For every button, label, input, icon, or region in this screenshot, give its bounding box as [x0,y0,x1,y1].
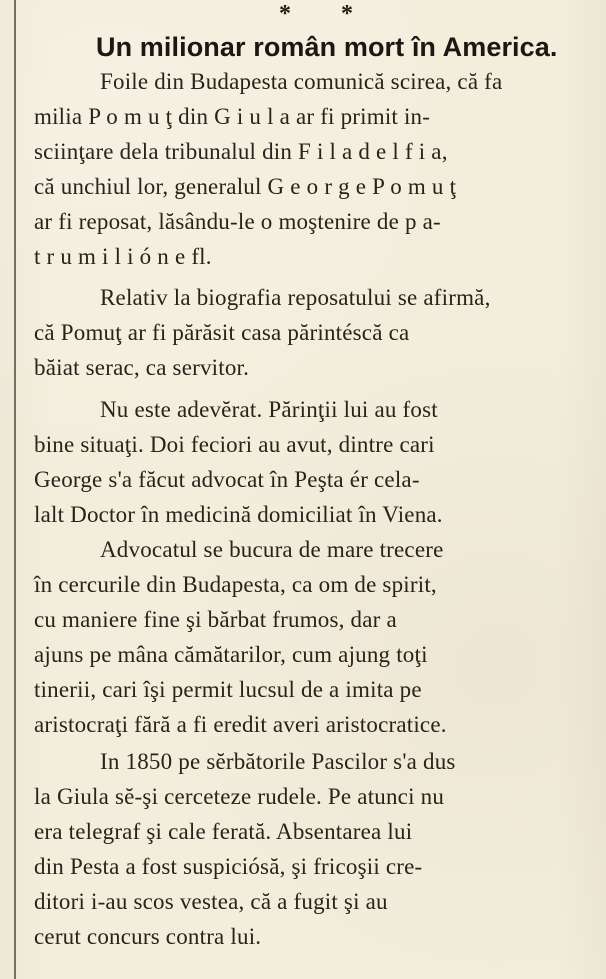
text-line: că unchiul lor, generalul G e o r g e P o m u ţ [34,174,457,199]
text-line: bine situaţi. Doi feciori au avut, dintre cari [34,432,435,457]
text-line: în cercurile din Budapesta, ca om de spirit, [34,572,437,597]
text-line: t r u m i l i ó n e fl. [34,244,212,269]
text-line: cerut concurs contra lui. [34,924,262,949]
paragraph-1 [34,64,582,274]
text-line: Foile din Budapesta comunică scirea, că fa [100,69,503,94]
text-line: ajuns pe mâna cămătarilor, cum ajung toţi [34,642,428,667]
text-line: că Pomuţ ar fi părăsit casa părintéscă ca [34,320,410,345]
text-line: sciinţare dela tribunalul din F i l a d e l f i a, [34,139,448,164]
text-line: ar fi reposat, lăsându-le o moştenire de p a- [34,209,441,234]
paragraph-5 [34,744,582,954]
text-line: milia P o m u ţ din G i u l a ar fi primit in- [34,104,431,129]
paragraph-3 [34,392,582,532]
text-line: ditori i-au scos vestea, că a fugit şi au [34,889,388,914]
article-headline: Un milionar român mort în America. [96,32,558,62]
text-line: băiat serac, ca servitor. [34,355,250,380]
text-line: aristocraţi fără a fi eredit averi aristocratice. [34,712,447,737]
text-line: George s'a făcut advocat în Peşta ér cela- [34,467,420,492]
paragraph-2 [34,280,582,385]
text-line: Nu este adevĕrat. Părinţii lui au fost [100,397,438,422]
text-line: din Pesta a fost suspiciósă, şi fricoşii cre- [34,854,423,879]
text-line: In 1850 pe sĕrbătorile Pascilor s'a dus [100,749,456,774]
text-line: tinerii, cari îşi permit lucsul de a imita pe [34,677,422,702]
text-line: Advocatul se bucura de mare trecere [100,537,444,562]
column-rule [14,0,16,979]
text-line: cu maniere fine şi bărbat frumos, dar a [34,607,397,632]
text-line: era telegraf şi cale ferată. Absentarea lui [34,819,413,844]
text-line: Relativ la biografia reposatului se afirmă, [100,285,491,310]
section-separator: * * [279,1,375,27]
text-line: la Giula sĕ-şi cerceteze rudele. Pe atunci nu [34,784,445,809]
paragraph-4 [34,532,582,742]
text-line: lalt Doctor în medicină domiciliat în Viena. [34,502,443,527]
